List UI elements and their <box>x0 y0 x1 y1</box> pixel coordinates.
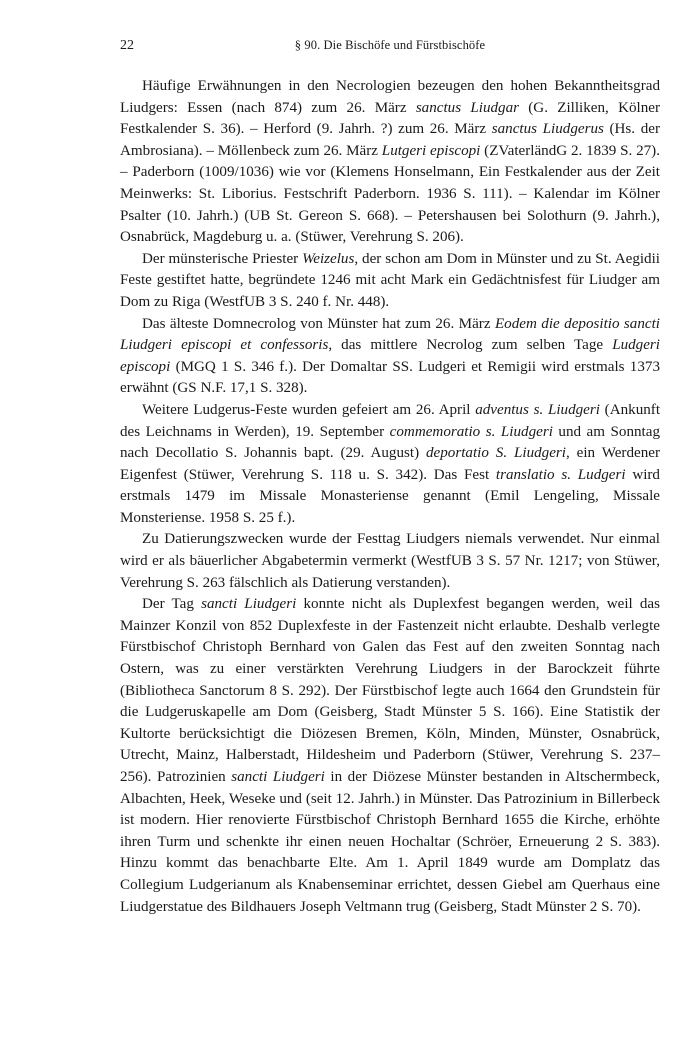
text-run: in der Diözese Münster bestanden in Altschermbeck, Albachten, Heek, Weseke und (seit 12. Jahrh.) in Münster. Das Patrozinium in Billerbeck ist modern. Hier renovierte Fürstbischof Christoph Bernhard 1655 die Kirche, erhöhte ihren Turm und schenkte ihr einen neuen Hochaltar (Schröer, Erneuerung 2 S. 383). Hinzu kommt das benachbarte Elte. Am 1. April 1849 wurde am Domplatz das Collegium Ludgerianum als Knabenseminar errichtet, dessen Giebel am Querhaus eine Liudgerstatue des Bildhauers Joseph Veltmann trug (Geisberg, Stadt Münster 2 S. 70). <box>120 769 660 915</box>
paragraph <box>120 314 660 400</box>
italic-text: sanctus Liudgar <box>415 99 520 116</box>
italic-text: sancti Liudgeri <box>231 769 325 785</box>
italic-text: commemoratio s. Liudgeri <box>389 423 553 440</box>
italic-text: sancti Liudgeri <box>201 596 297 613</box>
page-number: 22 <box>120 38 134 53</box>
paragraph <box>120 249 660 314</box>
text-run: , der schon am Dom in Münster und zu St. Aegidii Feste gestiftet hatte, begründete 1246 mit acht Mark ein Gedächtnisfest für Liudger am Dom zu Riga (WestfUB 3 S. 240 f. Nr. 448). <box>120 250 660 310</box>
italic-text: Ludgeri episcopi <box>120 337 660 375</box>
text-run: wird erstmals 1479 im Missale Monasteriense genannt (Emil Lengeling, Missale Monsteriense. 1958 S. 25 f.). <box>120 466 660 526</box>
italic-text: adventus s. Liudgeri <box>475 401 600 418</box>
text-run: (ZVaterländG 2. 1839 S. 27). – Paderborn (1009/1036) wie vor (Klemens Honselmann, Ein Festkalender aus der Zeit Meinwerks: St. Liborius. Festschrift Paderborn. 1936 S. 111). – Kalendar im Kölner Psalter (10. Jahrh.) (UB St. Gereon S. 668). – Petershausen bei Solothurn (9. Jahrh.), Osnabrück, Magdeburg u. a. (Stüwer, Verehrung S. 206). <box>120 142 660 246</box>
paragraph <box>120 529 660 594</box>
paragraph <box>120 76 660 249</box>
text-run: , ein Werdener Eigenfest (Stüwer, Verehrung S. 118 u. S. 342). Das Fest <box>120 445 660 483</box>
text-run: konnte nicht als Duplexfest begangen werden, weil das Mainzer Konzil von 852 Duplexfeste in der Fastenzeit nicht erlaubte. Deshalb verlegte Fürstbischof Christoph Bernhard von Galen das Fest auf den zweiten Sonntag nach Ostern, was zu einer verstärkten Verehrung Liudgers in der Barockzeit führte (Bibliotheca Sanctorum 8 S. 292). Der Fürstbischof legte auch 1664 den Grundstein für die Ludgeruskapelle am Dom (Geisberg, Stadt Münster 5 S. 166). Eine Statistik der Kultorte berücksichtigt die Diözesen Bremen, Köln, Minden, Münster, Osnabrück, Utrecht, Mainz, Halberstadt, Hildesheim und Paderborn (Stüwer, Verehrung S. 237–256). Patrozinien <box>120 596 660 785</box>
italic-text: sanctus Liudgerus <box>491 121 604 138</box>
text-run: Der Tag <box>142 596 202 613</box>
italic-text: deportatio S. Liudgeri <box>426 445 566 462</box>
text-run: Häufige Erwähnungen in den Necrologien bezeugen den hohen Bekanntheitsgrad Liudgers: Essen (nach 874) zum 26. März <box>120 78 660 116</box>
body-text <box>120 76 660 918</box>
text-run: (Hs. der Ambrosiana). – Möllenbeck zum 26. März <box>120 121 660 159</box>
italic-text: Weizelus <box>302 250 355 267</box>
text-run: Der münsterische Priester <box>142 250 303 267</box>
text-run: Das älteste Domnecrolog von Münster hat zum 26. März <box>142 315 495 332</box>
running-head: § 90. Die Bischöfe und Fürstbischöfe <box>294 38 486 52</box>
paragraph <box>120 594 660 918</box>
text-run: (G. Zilliken, Kölner Festkalender S. 36). – Herford (9. Jahrh. ?) zum 26. März <box>120 99 660 138</box>
text-run: Zu Datierungszwecken wurde der Festtag Liudgers niemals verwendet. Nur einmal wird er als bäuerlicher Abgabetermin vermerkt (WestfUB 3 S. 57 Nr. 1217; von Stüwer, Verehrung S. 263 fälschlich als Datierung verstanden). <box>120 531 660 591</box>
paragraph <box>120 400 660 530</box>
text-run: Weitere Ludgerus-Feste wurden gefeiert am 26. April <box>142 401 476 418</box>
italic-text: Eodem die depositio sancti Liudgeri episcopi et confessoris <box>120 315 660 354</box>
text-run: , das mittlere Necrolog zum selben Tage <box>328 337 613 354</box>
text-run: (MGQ 1 S. 346 f.). Der Domaltar SS. Ludgeri et Remigii wird erstmals 1373 erwähnt (GS N.F. 17,1 S. 328). <box>120 358 660 397</box>
page-header <box>120 38 660 58</box>
text-run: (Ankunft des Leichnams in Werden), 19. September <box>120 401 661 440</box>
text-run: und am Sonntag nach Decollatio S. Johannis bapt. (29. August) <box>120 423 660 462</box>
italic-text: Lutgeri episcopi <box>381 142 481 159</box>
italic-text: translatio s. Ludgeri <box>495 466 626 483</box>
